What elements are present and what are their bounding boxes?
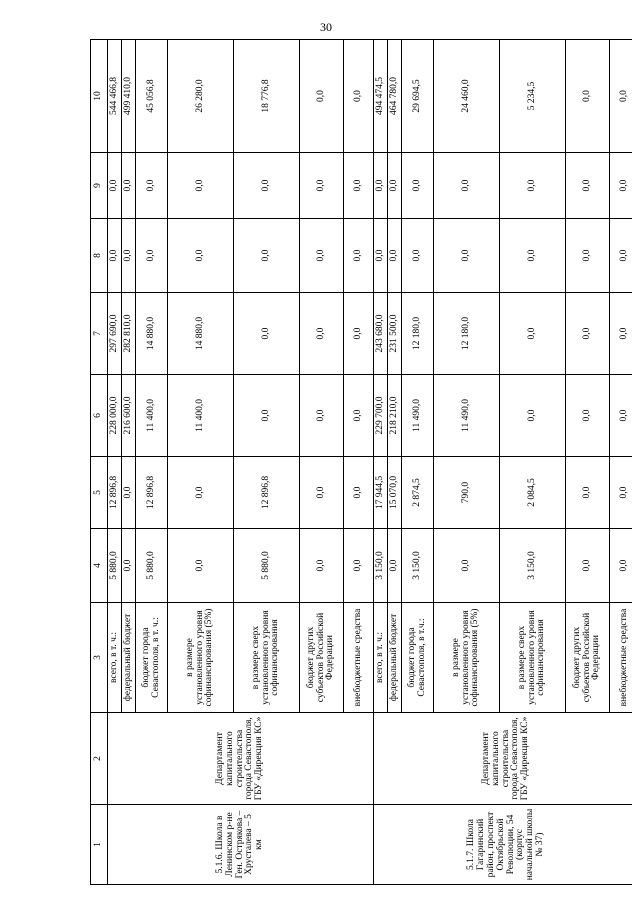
table-row (374, 40, 388, 885)
value-cell: 0,0 (344, 529, 374, 603)
value-cell: 0,0 (344, 375, 374, 457)
funding-source-cell: в размере установленного уровня софинансирования (5%) (168, 603, 234, 713)
executor-cell: Департамент капитального строительства города Севастополя, ГБУ «Дирекция КС» (108, 713, 374, 805)
object-cell: 5.1.7. Школа Гагаринский район, проспект Октябрьской Революции, 54 (корпус начальной школы № 37) (374, 805, 632, 885)
value-cell: 0,0 (344, 153, 374, 219)
value-cell: 5 880,0 (136, 529, 168, 603)
value-cell: 0,0 (136, 153, 168, 219)
value-cell: 15 070,0 (388, 457, 402, 529)
value-cell: 0,0 (388, 219, 402, 293)
value-cell: 0,0 (388, 153, 402, 219)
rotated-table-wrapper (90, 40, 629, 885)
value-cell: 17 944,5 (374, 457, 388, 529)
value-cell: 0,0 (566, 40, 610, 153)
header-cell: 4 (91, 529, 108, 603)
value-cell: 0,0 (122, 219, 136, 293)
value-cell: 0,0 (374, 219, 388, 293)
value-cell: 12 896,8 (136, 457, 168, 529)
table-row (108, 40, 122, 885)
header-cell: 7 (91, 293, 108, 375)
value-cell: 0,0 (108, 219, 122, 293)
header-cell: 6 (91, 375, 108, 457)
value-cell: 12 180,0 (434, 293, 500, 375)
header-row (91, 40, 108, 885)
value-cell: 0,0 (610, 529, 632, 603)
value-cell: 0,0 (108, 153, 122, 219)
value-cell: 0,0 (344, 40, 374, 153)
value-cell: 3 150,0 (374, 529, 388, 603)
value-cell: 18 776,8 (234, 40, 300, 153)
value-cell: 45 056,8 (136, 40, 168, 153)
value-cell: 0,0 (300, 375, 344, 457)
value-cell: 0,0 (500, 375, 566, 457)
value-cell: 0,0 (610, 293, 632, 375)
value-cell: 0,0 (374, 153, 388, 219)
value-cell: 12 180,0 (402, 293, 434, 375)
value-cell: 464 780,0 (388, 40, 402, 153)
value-cell: 14 880,0 (136, 293, 168, 375)
value-cell: 0,0 (500, 219, 566, 293)
header-cell: 9 (91, 153, 108, 219)
value-cell: 29 694,5 (402, 40, 434, 153)
value-cell: 282 810,0 (122, 293, 136, 375)
funding-source-cell: в размере установленного уровня софинансирования (5%) (434, 603, 500, 713)
value-cell: 231 500,0 (388, 293, 402, 375)
value-cell: 2 084,5 (500, 457, 566, 529)
funding-source-cell: бюджет других субъектов Российской Федерации (300, 603, 344, 713)
value-cell: 0,0 (168, 153, 234, 219)
funding-source-cell: федеральный бюджет (388, 603, 402, 713)
value-cell: 0,0 (300, 40, 344, 153)
value-cell: 5 234,5 (500, 40, 566, 153)
table-body (108, 40, 632, 885)
value-cell: 5 880,0 (108, 529, 122, 603)
value-cell: 0,0 (610, 153, 632, 219)
value-cell: 790,0 (434, 457, 500, 529)
funding-source-cell: всего, в т. ч.: (374, 603, 388, 713)
value-cell: 0,0 (402, 219, 434, 293)
funding-source-cell: всего, в т. ч.: (108, 603, 122, 713)
value-cell: 228 000,0 (108, 375, 122, 457)
value-cell: 2 874,5 (402, 457, 434, 529)
value-cell: 0,0 (500, 153, 566, 219)
value-cell: 26 280,0 (168, 40, 234, 153)
value-cell: 0,0 (610, 375, 632, 457)
value-cell: 11 400,0 (168, 375, 234, 457)
header-cell: 1 (91, 805, 108, 885)
value-cell: 0,0 (566, 153, 610, 219)
value-cell: 0,0 (234, 375, 300, 457)
value-cell: 12 896,8 (108, 457, 122, 529)
value-cell: 0,0 (566, 293, 610, 375)
funding-source-cell: внебюджетные средства (610, 603, 632, 713)
value-cell: 243 680,0 (374, 293, 388, 375)
value-cell: 0,0 (344, 219, 374, 293)
value-cell: 11 490,0 (434, 375, 500, 457)
value-cell: 544 466,8 (108, 40, 122, 153)
value-cell: 0,0 (168, 529, 234, 603)
value-cell: 0,0 (168, 457, 234, 529)
header-cell: 5 (91, 457, 108, 529)
value-cell: 0,0 (234, 293, 300, 375)
value-cell: 3 150,0 (402, 529, 434, 603)
value-cell: 12 896,8 (234, 457, 300, 529)
value-cell: 0,0 (300, 219, 344, 293)
value-cell: 0,0 (234, 153, 300, 219)
value-cell: 0,0 (168, 219, 234, 293)
header-cell: 3 (91, 603, 108, 713)
header-cell: 8 (91, 219, 108, 293)
financing-table (90, 39, 632, 885)
value-cell: 218 210,0 (388, 375, 402, 457)
value-cell: 0,0 (500, 293, 566, 375)
value-cell: 0,0 (300, 457, 344, 529)
funding-source-cell: бюджет города Севастополя, в т. ч.: (136, 603, 168, 713)
value-cell: 229 700,0 (374, 375, 388, 457)
value-cell: 0,0 (434, 219, 500, 293)
value-cell: 0,0 (122, 457, 136, 529)
value-cell: 3 150,0 (500, 529, 566, 603)
funding-source-cell: в размере сверх установленного уровня софинансирования (500, 603, 566, 713)
page-number: 30 (320, 20, 332, 34)
funding-source-cell: внебюджетные средства (344, 603, 374, 713)
value-cell: 0,0 (300, 153, 344, 219)
value-cell: 0,0 (566, 375, 610, 457)
value-cell: 0,0 (122, 153, 136, 219)
funding-source-cell: бюджет города Севастополя, в т.ч.: (402, 603, 434, 713)
value-cell: 24 460,0 (434, 40, 500, 153)
funding-source-cell: бюджет других субъектов Российской Федерации (566, 603, 610, 713)
value-cell: 0,0 (610, 219, 632, 293)
value-cell: 14 880,0 (168, 293, 234, 375)
value-cell: 216 600,0 (122, 375, 136, 457)
value-cell: 0,0 (388, 529, 402, 603)
value-cell: 11 490,0 (402, 375, 434, 457)
object-cell: 5.1.6. Школа в Ленинском р-не Ген. Острякова – Хрусталева – 5 км (108, 805, 374, 885)
value-cell: 0,0 (610, 457, 632, 529)
value-cell: 297 690,0 (108, 293, 122, 375)
value-cell: 0,0 (300, 529, 344, 603)
value-cell: 0,0 (136, 219, 168, 293)
value-cell: 5 880,0 (234, 529, 300, 603)
value-cell: 499 410,0 (122, 40, 136, 153)
value-cell: 0,0 (610, 40, 632, 153)
value-cell: 0,0 (344, 293, 374, 375)
value-cell: 0,0 (344, 457, 374, 529)
executor-cell: Департамент капитального строительства города Севастополя, ГБУ «Дирекция КС» (374, 713, 632, 805)
funding-source-cell: федеральный бюджет (122, 603, 136, 713)
value-cell: 0,0 (402, 153, 434, 219)
header-cell: 10 (91, 40, 108, 153)
value-cell: 0,0 (122, 529, 136, 603)
header-cell: 2 (91, 713, 108, 805)
funding-source-cell: в размере сверх установленного уровня софинансирования (234, 603, 300, 713)
value-cell: 0,0 (300, 293, 344, 375)
value-cell: 0,0 (434, 529, 500, 603)
value-cell: 0,0 (566, 219, 610, 293)
value-cell: 494 474,5 (374, 40, 388, 153)
value-cell: 0,0 (234, 219, 300, 293)
value-cell: 0,0 (434, 153, 500, 219)
value-cell: 11 400,0 (136, 375, 168, 457)
value-cell: 0,0 (566, 529, 610, 603)
value-cell: 0,0 (566, 457, 610, 529)
